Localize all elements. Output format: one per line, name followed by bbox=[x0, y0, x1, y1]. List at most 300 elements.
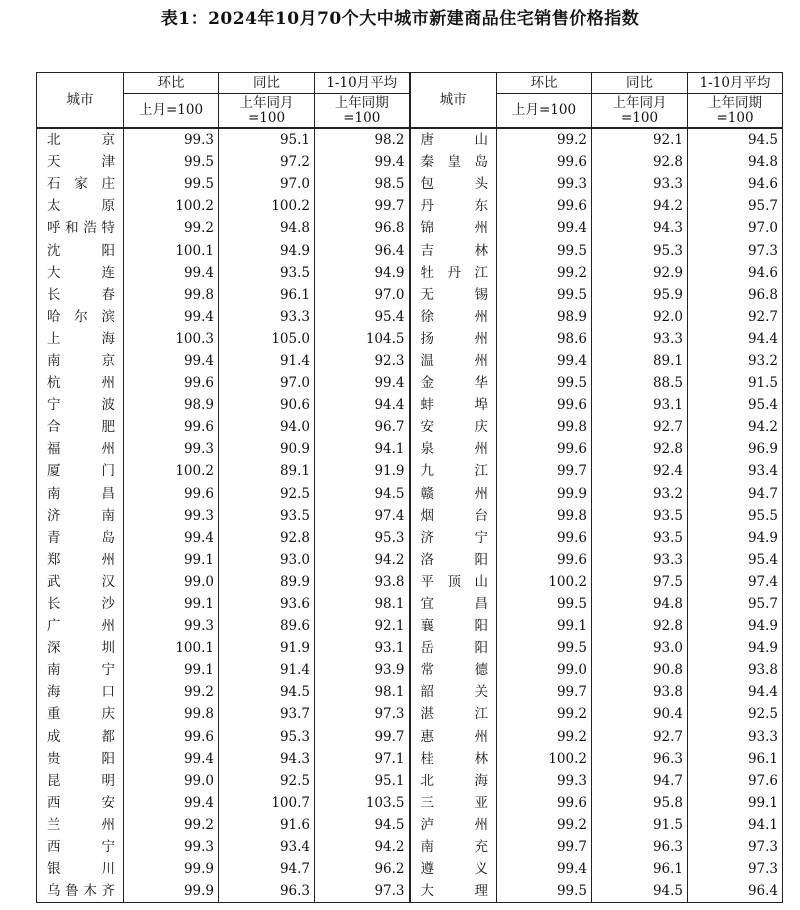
city-name-cell bbox=[410, 306, 497, 328]
yoy-value-cell: 93.1 bbox=[592, 394, 688, 416]
mom-value-cell: 98.9 bbox=[497, 306, 592, 328]
city-name-cell bbox=[37, 151, 124, 173]
mom-value-cell: 99.1 bbox=[124, 593, 219, 615]
city-name: 蚌 埠 bbox=[420, 397, 488, 414]
mom-value-cell: 98.6 bbox=[497, 328, 592, 350]
avg-value-cell: 94.8 bbox=[688, 151, 783, 173]
yoy-value-cell: 90.6 bbox=[219, 394, 315, 416]
mom-value-cell: 99.6 bbox=[124, 372, 219, 394]
yoy-value-cell: 90.4 bbox=[592, 703, 688, 725]
table-row bbox=[37, 703, 783, 725]
city-name-cell bbox=[410, 549, 497, 571]
yoy-value-cell: 89.1 bbox=[592, 350, 688, 372]
yoy-value-cell: 93.5 bbox=[219, 262, 315, 284]
mom-value-cell: 98.9 bbox=[124, 394, 219, 416]
yoy-value-cell: 93.8 bbox=[592, 681, 688, 703]
yoy-value-cell: 100.7 bbox=[219, 792, 315, 814]
table-row bbox=[37, 350, 783, 372]
avg-value-cell: 96.8 bbox=[688, 284, 783, 306]
city-name: 深 圳 bbox=[47, 640, 115, 657]
city-name-cell bbox=[410, 748, 497, 770]
avg-value-cell: 94.4 bbox=[688, 328, 783, 350]
avg-value-cell: 95.4 bbox=[688, 394, 783, 416]
city-name-cell bbox=[410, 328, 497, 350]
table-title: 表1：2024年10月70个大中城市新建商品住宅销售价格指数 bbox=[160, 9, 640, 29]
avg-value-cell: 97.0 bbox=[315, 284, 410, 306]
yoy-value-cell: 93.4 bbox=[219, 836, 315, 858]
avg-value-cell: 98.5 bbox=[315, 173, 410, 195]
city-name-cell bbox=[37, 217, 124, 239]
table-row bbox=[37, 615, 783, 637]
city-name: 厦 门 bbox=[47, 463, 115, 480]
yoy-value-cell: 93.6 bbox=[219, 593, 315, 615]
mom-value-cell: 99.6 bbox=[497, 151, 592, 173]
city-name-cell bbox=[410, 637, 497, 659]
table-row bbox=[37, 306, 783, 328]
city-name: 西 宁 bbox=[47, 839, 115, 856]
mom-value-cell: 99.9 bbox=[124, 858, 219, 880]
avg-value-cell: 94.4 bbox=[688, 681, 783, 703]
mom-value-cell: 99.2 bbox=[124, 814, 219, 836]
mom-value-cell: 99.6 bbox=[497, 195, 592, 217]
header-avg-base-right: 上年同期 =100 bbox=[688, 94, 783, 129]
city-name: 南 充 bbox=[420, 839, 488, 856]
avg-value-cell: 94.5 bbox=[688, 128, 783, 151]
mom-value-cell: 99.1 bbox=[124, 549, 219, 571]
city-name-cell bbox=[37, 593, 124, 615]
mom-value-cell: 100.2 bbox=[124, 460, 219, 482]
city-name: 上 海 bbox=[47, 330, 115, 347]
yoy-value-cell: 92.8 bbox=[592, 151, 688, 173]
mom-value-cell: 99.6 bbox=[124, 416, 219, 438]
avg-value-cell: 94.9 bbox=[688, 527, 783, 549]
city-name: 赣 州 bbox=[420, 485, 488, 502]
city-name: 丹 东 bbox=[420, 198, 488, 215]
city-name-cell bbox=[37, 770, 124, 792]
table-row bbox=[37, 880, 783, 903]
city-name: 银 川 bbox=[47, 861, 115, 878]
avg-value-cell: 94.2 bbox=[315, 549, 410, 571]
avg-value-cell: 94.7 bbox=[688, 483, 783, 505]
header-avg-left: 1-10月平均 bbox=[315, 73, 410, 94]
yoy-value-cell: 91.5 bbox=[592, 814, 688, 836]
yoy-value-cell: 97.0 bbox=[219, 173, 315, 195]
avg-value-cell: 98.1 bbox=[315, 593, 410, 615]
yoy-value-cell: 92.9 bbox=[592, 262, 688, 284]
yoy-value-cell: 93.5 bbox=[219, 505, 315, 527]
mom-value-cell: 99.5 bbox=[497, 880, 592, 903]
avg-value-cell: 103.5 bbox=[315, 792, 410, 814]
yoy-value-cell: 91.4 bbox=[219, 659, 315, 681]
mom-value-cell: 99.2 bbox=[124, 217, 219, 239]
avg-value-cell: 99.4 bbox=[315, 151, 410, 173]
mom-value-cell: 99.5 bbox=[497, 239, 592, 261]
yoy-value-cell: 93.3 bbox=[592, 328, 688, 350]
city-name: 北 京 bbox=[47, 132, 115, 149]
table-row bbox=[37, 195, 783, 217]
yoy-value-cell: 93.0 bbox=[219, 549, 315, 571]
city-name-cell bbox=[37, 438, 124, 460]
yoy-value-cell: 93.5 bbox=[592, 505, 688, 527]
mom-value-cell: 100.1 bbox=[124, 239, 219, 261]
city-name-cell bbox=[37, 527, 124, 549]
header-avg-right: 1-10月平均 bbox=[688, 73, 783, 94]
city-name-cell bbox=[410, 394, 497, 416]
city-name-cell bbox=[410, 284, 497, 306]
avg-value-cell: 94.6 bbox=[688, 173, 783, 195]
yoy-value-cell: 94.8 bbox=[219, 217, 315, 239]
price-index-table bbox=[36, 72, 783, 903]
city-name-cell bbox=[37, 726, 124, 748]
avg-value-cell: 97.1 bbox=[315, 748, 410, 770]
mom-value-cell: 100.2 bbox=[497, 571, 592, 593]
table-row bbox=[37, 659, 783, 681]
header-avg-base-left: 上年同期 =100 bbox=[315, 94, 410, 129]
yoy-value-cell: 96.3 bbox=[592, 748, 688, 770]
yoy-value-cell: 93.0 bbox=[592, 637, 688, 659]
mom-value-cell: 99.8 bbox=[124, 284, 219, 306]
mom-value-cell: 99.3 bbox=[124, 128, 219, 151]
mom-value-cell: 99.2 bbox=[497, 262, 592, 284]
city-name: 西 安 bbox=[47, 794, 115, 811]
avg-value-cell: 97.3 bbox=[688, 239, 783, 261]
mom-value-cell: 99.7 bbox=[497, 460, 592, 482]
mom-value-cell: 99.5 bbox=[124, 173, 219, 195]
avg-value-cell: 94.4 bbox=[315, 394, 410, 416]
yoy-value-cell: 92.0 bbox=[592, 306, 688, 328]
city-name-cell bbox=[37, 460, 124, 482]
mom-value-cell: 99.6 bbox=[497, 527, 592, 549]
avg-value-cell: 94.2 bbox=[688, 416, 783, 438]
mom-value-cell: 99.4 bbox=[497, 350, 592, 372]
table-row bbox=[37, 128, 783, 151]
mom-value-cell: 99.5 bbox=[497, 593, 592, 615]
yoy-value-cell: 95.9 bbox=[592, 284, 688, 306]
table-row bbox=[37, 726, 783, 748]
table-row bbox=[37, 173, 783, 195]
avg-value-cell: 96.1 bbox=[688, 748, 783, 770]
city-name-cell bbox=[37, 549, 124, 571]
yoy-value-cell: 92.8 bbox=[592, 615, 688, 637]
city-name-cell bbox=[410, 836, 497, 858]
mom-value-cell: 99.3 bbox=[124, 615, 219, 637]
header-mom-base-right: 上月=100 bbox=[497, 94, 592, 129]
city-name: 三 亚 bbox=[420, 794, 488, 811]
yoy-value-cell: 92.8 bbox=[592, 438, 688, 460]
city-name-cell bbox=[37, 394, 124, 416]
mom-value-cell: 99.3 bbox=[124, 438, 219, 460]
city-name-cell bbox=[37, 350, 124, 372]
city-name: 洛 阳 bbox=[420, 551, 488, 568]
mom-value-cell: 99.5 bbox=[497, 372, 592, 394]
mom-value-cell: 99.4 bbox=[124, 748, 219, 770]
mom-value-cell: 99.3 bbox=[124, 836, 219, 858]
city-name: 桂 林 bbox=[420, 750, 488, 767]
yoy-value-cell: 97.5 bbox=[592, 571, 688, 593]
mom-value-cell: 99.5 bbox=[497, 637, 592, 659]
city-name: 徐 州 bbox=[420, 308, 488, 325]
table-row bbox=[37, 438, 783, 460]
city-name-cell bbox=[410, 195, 497, 217]
table-body bbox=[37, 128, 783, 903]
header-city-right: 城市 bbox=[410, 73, 497, 129]
yoy-value-cell: 96.1 bbox=[219, 284, 315, 306]
city-name-cell bbox=[410, 880, 497, 903]
avg-value-cell: 96.2 bbox=[315, 858, 410, 880]
mom-value-cell: 99.2 bbox=[124, 681, 219, 703]
city-name-cell bbox=[37, 615, 124, 637]
city-name-cell bbox=[410, 770, 497, 792]
yoy-value-cell: 94.7 bbox=[219, 858, 315, 880]
mom-value-cell: 100.2 bbox=[124, 195, 219, 217]
city-name: 太 原 bbox=[47, 198, 115, 215]
avg-value-cell: 93.2 bbox=[688, 350, 783, 372]
city-name-cell bbox=[37, 880, 124, 903]
avg-value-cell: 97.3 bbox=[688, 836, 783, 858]
yoy-value-cell: 91.9 bbox=[219, 637, 315, 659]
yoy-value-cell: 93.5 bbox=[592, 527, 688, 549]
yoy-value-cell: 95.3 bbox=[592, 239, 688, 261]
mom-value-cell: 99.0 bbox=[124, 770, 219, 792]
yoy-value-cell: 89.6 bbox=[219, 615, 315, 637]
yoy-value-cell: 89.1 bbox=[219, 460, 315, 482]
avg-value-cell: 94.1 bbox=[315, 438, 410, 460]
city-name: 济 南 bbox=[47, 507, 115, 524]
table-row bbox=[37, 814, 783, 836]
yoy-value-cell: 94.8 bbox=[592, 593, 688, 615]
table-row bbox=[37, 460, 783, 482]
yoy-value-cell: 95.3 bbox=[219, 726, 315, 748]
avg-value-cell: 94.5 bbox=[315, 814, 410, 836]
avg-value-cell: 93.1 bbox=[315, 637, 410, 659]
city-name-cell bbox=[37, 659, 124, 681]
avg-value-cell: 93.8 bbox=[315, 571, 410, 593]
city-name-cell bbox=[410, 814, 497, 836]
city-name: 济 宁 bbox=[420, 529, 488, 546]
yoy-value-cell: 92.8 bbox=[219, 527, 315, 549]
city-name-cell bbox=[410, 593, 497, 615]
avg-value-cell: 95.5 bbox=[688, 505, 783, 527]
table-row bbox=[37, 637, 783, 659]
city-name-cell bbox=[410, 128, 497, 151]
header-yoy-base-right: 上年同月 =100 bbox=[592, 94, 688, 129]
city-name: 大 连 bbox=[47, 264, 115, 281]
city-name: 惠 州 bbox=[420, 728, 488, 745]
yoy-value-cell: 97.2 bbox=[219, 151, 315, 173]
table-row bbox=[37, 571, 783, 593]
avg-value-cell: 99.7 bbox=[315, 726, 410, 748]
city-name: 温 州 bbox=[420, 352, 488, 369]
avg-value-cell: 97.4 bbox=[315, 505, 410, 527]
table-row bbox=[37, 836, 783, 858]
mom-value-cell: 100.3 bbox=[124, 328, 219, 350]
city-name: 乌 鲁 木 齐 bbox=[47, 883, 115, 900]
mom-value-cell: 99.0 bbox=[497, 659, 592, 681]
mom-value-cell: 99.4 bbox=[124, 792, 219, 814]
yoy-value-cell: 92.4 bbox=[592, 460, 688, 482]
city-name-cell bbox=[37, 748, 124, 770]
avg-value-cell: 92.1 bbox=[315, 615, 410, 637]
avg-value-cell: 98.1 bbox=[315, 681, 410, 703]
mom-value-cell: 99.4 bbox=[497, 217, 592, 239]
mom-value-cell: 99.4 bbox=[124, 350, 219, 372]
mom-value-cell: 99.8 bbox=[497, 416, 592, 438]
city-name-cell bbox=[37, 505, 124, 527]
city-name: 成 都 bbox=[47, 728, 115, 745]
mom-value-cell: 99.9 bbox=[497, 483, 592, 505]
city-name: 韶 关 bbox=[420, 684, 488, 701]
header-yoy-base-left: 上年同月 =100 bbox=[219, 94, 315, 129]
city-name: 天 津 bbox=[47, 154, 115, 171]
table-row bbox=[37, 593, 783, 615]
avg-value-cell: 99.4 bbox=[315, 372, 410, 394]
city-name: 重 庆 bbox=[47, 706, 115, 723]
city-name: 合 肥 bbox=[47, 419, 115, 436]
mom-value-cell: 99.0 bbox=[124, 571, 219, 593]
mom-value-cell: 99.8 bbox=[124, 703, 219, 725]
avg-value-cell: 96.7 bbox=[315, 416, 410, 438]
city-name-cell bbox=[37, 128, 124, 151]
city-name: 常 德 bbox=[420, 662, 488, 679]
city-name: 扬 州 bbox=[420, 330, 488, 347]
city-name-cell bbox=[37, 483, 124, 505]
avg-value-cell: 94.2 bbox=[315, 836, 410, 858]
yoy-value-cell: 96.3 bbox=[219, 880, 315, 903]
yoy-value-cell: 92.7 bbox=[592, 416, 688, 438]
yoy-value-cell: 94.5 bbox=[592, 880, 688, 903]
city-name-cell bbox=[410, 571, 497, 593]
avg-value-cell: 92.3 bbox=[315, 350, 410, 372]
mom-value-cell: 99.1 bbox=[124, 659, 219, 681]
header-yoy-left: 同比 bbox=[219, 73, 315, 94]
avg-value-cell: 97.3 bbox=[688, 858, 783, 880]
table-row bbox=[37, 328, 783, 350]
table-row bbox=[37, 792, 783, 814]
city-name: 沈 阳 bbox=[47, 242, 115, 259]
avg-value-cell: 93.4 bbox=[688, 460, 783, 482]
city-name-cell bbox=[410, 460, 497, 482]
city-name-cell bbox=[37, 306, 124, 328]
city-name: 南 昌 bbox=[47, 485, 115, 502]
avg-value-cell: 95.7 bbox=[688, 195, 783, 217]
avg-value-cell: 96.9 bbox=[688, 438, 783, 460]
yoy-value-cell: 94.2 bbox=[592, 195, 688, 217]
avg-value-cell: 95.3 bbox=[315, 527, 410, 549]
city-name: 南 宁 bbox=[47, 662, 115, 679]
yoy-value-cell: 94.3 bbox=[592, 217, 688, 239]
mom-value-cell: 99.1 bbox=[497, 615, 592, 637]
city-name: 锦 州 bbox=[420, 220, 488, 237]
city-name-cell bbox=[37, 195, 124, 217]
mom-value-cell: 100.2 bbox=[497, 748, 592, 770]
city-name-cell bbox=[410, 350, 497, 372]
city-name: 安 庆 bbox=[420, 419, 488, 436]
mom-value-cell: 100.1 bbox=[124, 637, 219, 659]
city-name-cell bbox=[37, 173, 124, 195]
table-row bbox=[37, 151, 783, 173]
avg-value-cell: 94.5 bbox=[315, 483, 410, 505]
avg-value-cell: 95.1 bbox=[315, 770, 410, 792]
city-name-cell bbox=[410, 372, 497, 394]
yoy-value-cell: 96.3 bbox=[592, 836, 688, 858]
city-name-cell bbox=[37, 328, 124, 350]
city-name-cell bbox=[410, 438, 497, 460]
city-name: 青 岛 bbox=[47, 529, 115, 546]
avg-value-cell: 93.9 bbox=[315, 659, 410, 681]
city-name: 兰 州 bbox=[47, 816, 115, 833]
mom-value-cell: 99.4 bbox=[497, 858, 592, 880]
avg-value-cell: 97.4 bbox=[688, 571, 783, 593]
city-name-cell bbox=[410, 239, 497, 261]
mom-value-cell: 99.4 bbox=[124, 262, 219, 284]
yoy-value-cell: 90.8 bbox=[592, 659, 688, 681]
avg-value-cell: 96.4 bbox=[688, 880, 783, 903]
avg-value-cell: 96.8 bbox=[315, 217, 410, 239]
table-row bbox=[37, 372, 783, 394]
city-name: 九 江 bbox=[420, 463, 488, 480]
avg-value-cell: 99.1 bbox=[688, 792, 783, 814]
mom-value-cell: 99.5 bbox=[124, 151, 219, 173]
avg-value-cell: 92.5 bbox=[688, 703, 783, 725]
city-name-cell bbox=[37, 792, 124, 814]
avg-value-cell: 93.3 bbox=[688, 726, 783, 748]
header-yoy-right: 同比 bbox=[592, 73, 688, 94]
city-name: 包 头 bbox=[420, 176, 488, 193]
city-name-cell bbox=[37, 836, 124, 858]
yoy-value-cell: 94.7 bbox=[592, 770, 688, 792]
mom-value-cell: 99.6 bbox=[497, 438, 592, 460]
mom-value-cell: 99.2 bbox=[497, 726, 592, 748]
city-name: 烟 台 bbox=[420, 507, 488, 524]
city-name-cell bbox=[410, 858, 497, 880]
mom-value-cell: 99.5 bbox=[497, 284, 592, 306]
table-row bbox=[37, 858, 783, 880]
avg-value-cell: 94.9 bbox=[688, 615, 783, 637]
city-name: 岳 阳 bbox=[420, 640, 488, 657]
table-row bbox=[37, 505, 783, 527]
header-mom-base-left: 上月=100 bbox=[124, 94, 219, 129]
yoy-value-cell: 94.3 bbox=[219, 748, 315, 770]
city-name-cell bbox=[37, 703, 124, 725]
city-name-cell bbox=[410, 505, 497, 527]
city-name: 平 顶 山 bbox=[420, 573, 488, 590]
city-name-cell bbox=[37, 858, 124, 880]
city-name: 郑 州 bbox=[47, 551, 115, 568]
city-name-cell bbox=[37, 681, 124, 703]
city-name-cell bbox=[37, 284, 124, 306]
avg-value-cell: 94.9 bbox=[315, 262, 410, 284]
city-name: 石 家 庄 bbox=[47, 176, 115, 193]
city-name-cell bbox=[410, 726, 497, 748]
city-name: 海 口 bbox=[47, 684, 115, 701]
city-name-cell bbox=[410, 217, 497, 239]
table-row bbox=[37, 217, 783, 239]
mom-value-cell: 99.3 bbox=[497, 770, 592, 792]
table-row bbox=[37, 416, 783, 438]
mom-value-cell: 99.6 bbox=[497, 394, 592, 416]
city-name-cell bbox=[410, 416, 497, 438]
mom-value-cell: 99.2 bbox=[497, 703, 592, 725]
mom-value-cell: 99.6 bbox=[124, 483, 219, 505]
city-name-cell bbox=[37, 814, 124, 836]
table-row bbox=[37, 527, 783, 549]
yoy-value-cell: 97.0 bbox=[219, 372, 315, 394]
yoy-value-cell: 95.8 bbox=[592, 792, 688, 814]
table-header bbox=[37, 73, 783, 129]
mom-value-cell: 99.2 bbox=[497, 814, 592, 836]
yoy-value-cell: 96.1 bbox=[592, 858, 688, 880]
avg-value-cell: 94.6 bbox=[688, 262, 783, 284]
